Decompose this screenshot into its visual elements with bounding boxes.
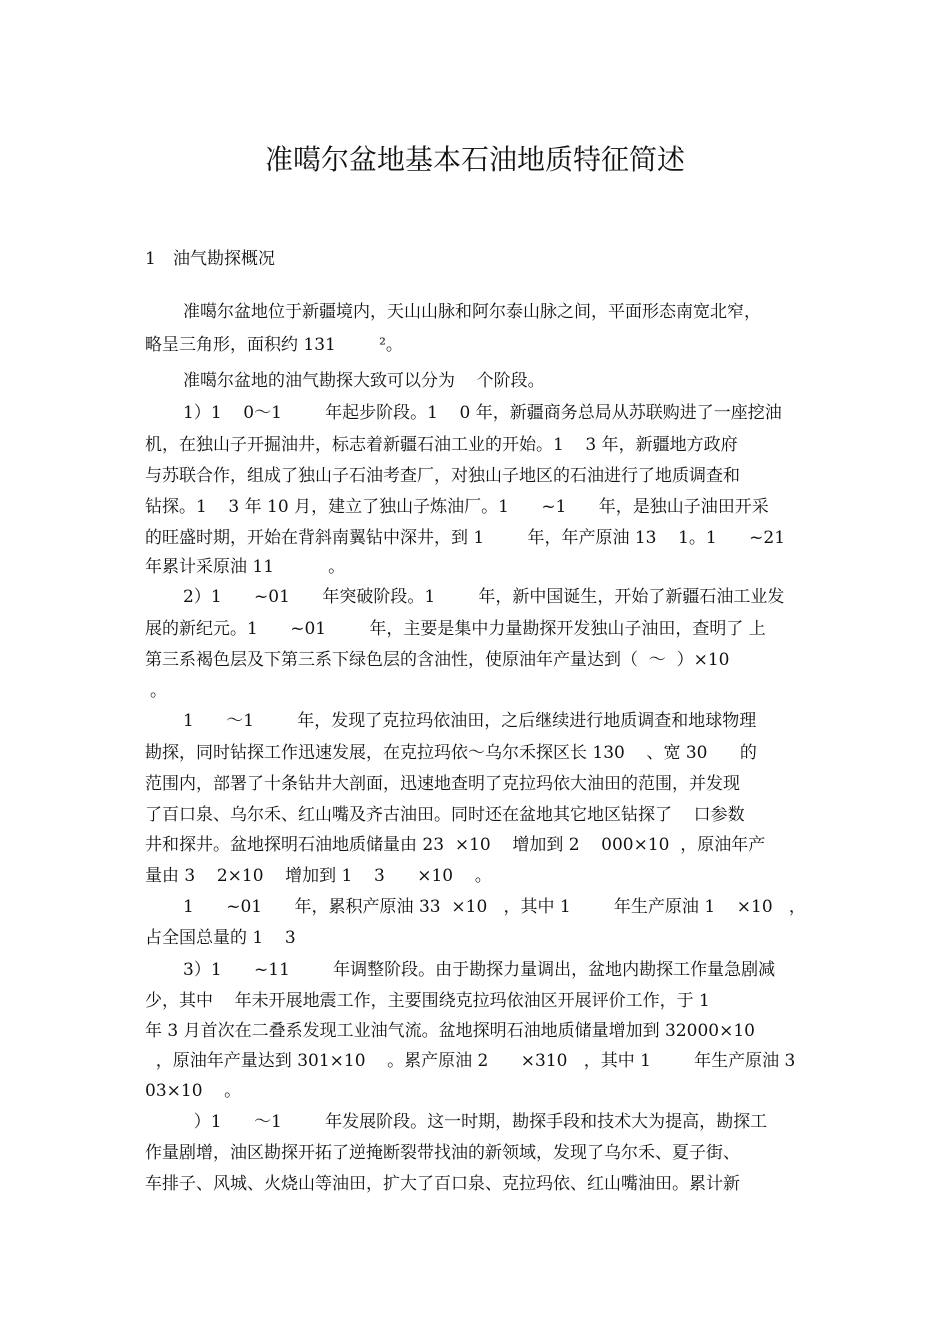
section-title: 油气勘探概况: [173, 249, 275, 269]
text-line: 第三系褐色层及下第三系下绿色层的含油性，使原油年产量达到（ ～ ）×10: [145, 650, 730, 670]
text-line: 车排子、风城、火烧山等油田，扩大了百口泉、克拉玛依、红山嘴油田。累计新: [145, 1174, 740, 1194]
text-line: 年 3 月首次在二叠系发现工业油气流。盆地探明石油地质储量增加到 32000×10: [145, 1021, 755, 1041]
text-line: 了百口泉、乌尔禾、红山嘴及齐古油田。同时还在盆地其它地区钻探了 口参数: [145, 805, 745, 825]
text-line: 3）1 ~11 年调整阶段。由于勘探力量调出，盆地内勘探工作量急剧减: [183, 960, 776, 980]
text-line: 井和探井。盆地探明石油地质储量由 23 ×10 增加到 2 000×10 ，原油年产: [145, 835, 766, 855]
text-line: 略呈三角形，面积约 131 ²。: [145, 335, 403, 355]
text-line: 1 ~01 年，累积产原油 33 ×10 ，其中 1 年生产原油 1 ×10 ，: [183, 897, 806, 917]
section-number: 1: [145, 249, 156, 269]
text-line: 少，其中 年未开展地震工作，主要围绕克拉玛依油区开展评价工作，于 1: [145, 991, 710, 1011]
text-line: 与苏联合作，组成了独山子石油考查厂，对独山子地区的石油进行了地质调查和: [145, 466, 740, 486]
text-line: 范围内，部署了十条钻井大剖面，迅速地查明了克拉玛依大油田的范围，并发现: [145, 774, 740, 794]
text-line: 作量剧增，油区勘探开拓了逆掩断裂带找油的新领域，发现了乌尔禾、夏子街、: [145, 1143, 740, 1163]
text-line: 准噶尔盆地的油气勘探大致可以分为 个阶段。: [183, 371, 545, 391]
text-line: 勘探，同时钻探工作迅速发展，在克拉玛依～乌尔禾探区长 130 、宽 30 的: [145, 743, 757, 763]
text-line: ，原油年产量达到 301×10 。累产原油 2 ×310 ，其中 1 年生产原油 3: [145, 1051, 796, 1071]
text-line: 占全国总量的 1 3: [145, 928, 296, 948]
text-line: 钻探。1 3 年 10 月，建立了独山子炼油厂。1 ~1 年，是独山子油田开采: [145, 497, 769, 517]
section-heading: [145, 244, 275, 269]
text-line: 机，在独山子开掘油井，标志着新疆石油工业的开始。1 3 年，新疆地方政府: [145, 435, 738, 455]
text-line: 展的新纪元。1 ~01 年，主要是集中力量勘探开发独山子油田，查明了 上: [145, 619, 766, 639]
text-line: 的旺盛时期，开始在背斜南翼钻中深井，到 1 年，年产原油 13 1。1 ~21: [145, 528, 786, 548]
text-line: 量由 3 2×10 增加到 1 3 ×10 。: [145, 866, 492, 886]
text-line: 。: [150, 681, 167, 701]
text-line: 1 ～1 年，发现了克拉玛依油田，之后继续进行地质调查和地球物理: [183, 711, 757, 731]
text-line: 2）1 ~01 年突破阶段。1 年，新中国诞生，开始了新疆石油工业发: [183, 587, 785, 607]
text-line: ）1 ～1 年发展阶段。这一时期，勘探手段和技术大为提高，勘探工: [183, 1112, 768, 1132]
text-line: 准噶尔盆地位于新疆境内，天山山脉和阿尔泰山脉之间，平面形态南宽北窄，: [183, 302, 761, 322]
text-line: 1）1 0～1 年起步阶段。1 0 年，新疆商务总局从苏联购进了一座挖油: [183, 403, 782, 423]
text-line: 03×10 。: [145, 1081, 242, 1101]
text-line: 年累计采原油 11 。: [145, 557, 346, 577]
document-title: 准噶尔盆地基本石油地质特征简述: [264, 143, 685, 176]
